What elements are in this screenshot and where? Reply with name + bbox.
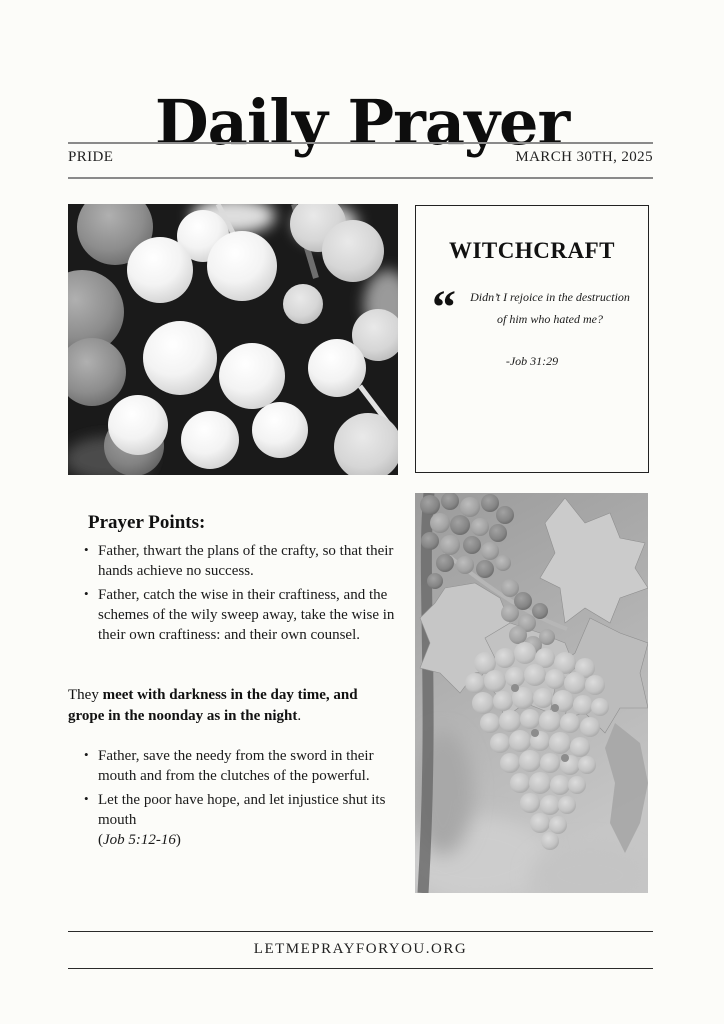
prayer-point: • Father, catch the wise in their craftiness, and the schemes of the wily sweep away, take the wise in their own craftiness: and their own counsel. [98, 585, 414, 645]
prayer-points-list-1 [68, 541, 414, 649]
quote-mark-icon: “ [432, 281, 456, 334]
prayer-points-list-2 [68, 746, 414, 854]
grape-vine-photo [415, 493, 648, 893]
grapes-closeup-photo [68, 204, 398, 475]
grapes-closeup-illustration [68, 204, 398, 475]
quote-row [432, 281, 632, 334]
scripture-reference: Job 5:12-16 [103, 832, 176, 848]
scripture-interlude [68, 685, 378, 727]
date-label: MARCH 30TH, 2025 [515, 149, 653, 165]
header-divider-top [68, 142, 653, 144]
prayer-point: • Father, thwart the plans of the crafty, so that their hands achieve no success. [98, 541, 414, 581]
feature-title: WITCHCRAFT [448, 238, 615, 263]
footer-divider-bottom [68, 968, 653, 969]
footer-divider-top [68, 931, 653, 932]
footer-url: LETMEPRAYFORYOU.ORG [253, 941, 468, 957]
prayer-point: • Father, save the needy from the sword in their mouth and from the clutches of the powerful. [98, 746, 414, 786]
feature-quote-box [415, 205, 649, 473]
prayer-points-heading: Prayer Points: [88, 511, 206, 533]
quote-citation: -Job 31:29 [505, 354, 559, 369]
interlude-bold: meet with darkness in the day time, and grope in the noonday as in the night [68, 687, 358, 724]
category-label: PRIDE [68, 149, 114, 165]
interlude-prefix: They [68, 687, 103, 703]
page-title: Daily Prayer [154, 85, 570, 159]
grape-vine-illustration [415, 493, 648, 893]
quote-text: Didn’t I rejoice in the destruction of him who hated me? [470, 290, 630, 327]
meta-row [68, 149, 653, 166]
prayer-point: • Let the poor have hope, and let injustice shut its mouth (Job 5:12-16) [98, 790, 414, 850]
interlude-suffix: . [297, 708, 302, 724]
header-divider-bottom [68, 177, 653, 179]
